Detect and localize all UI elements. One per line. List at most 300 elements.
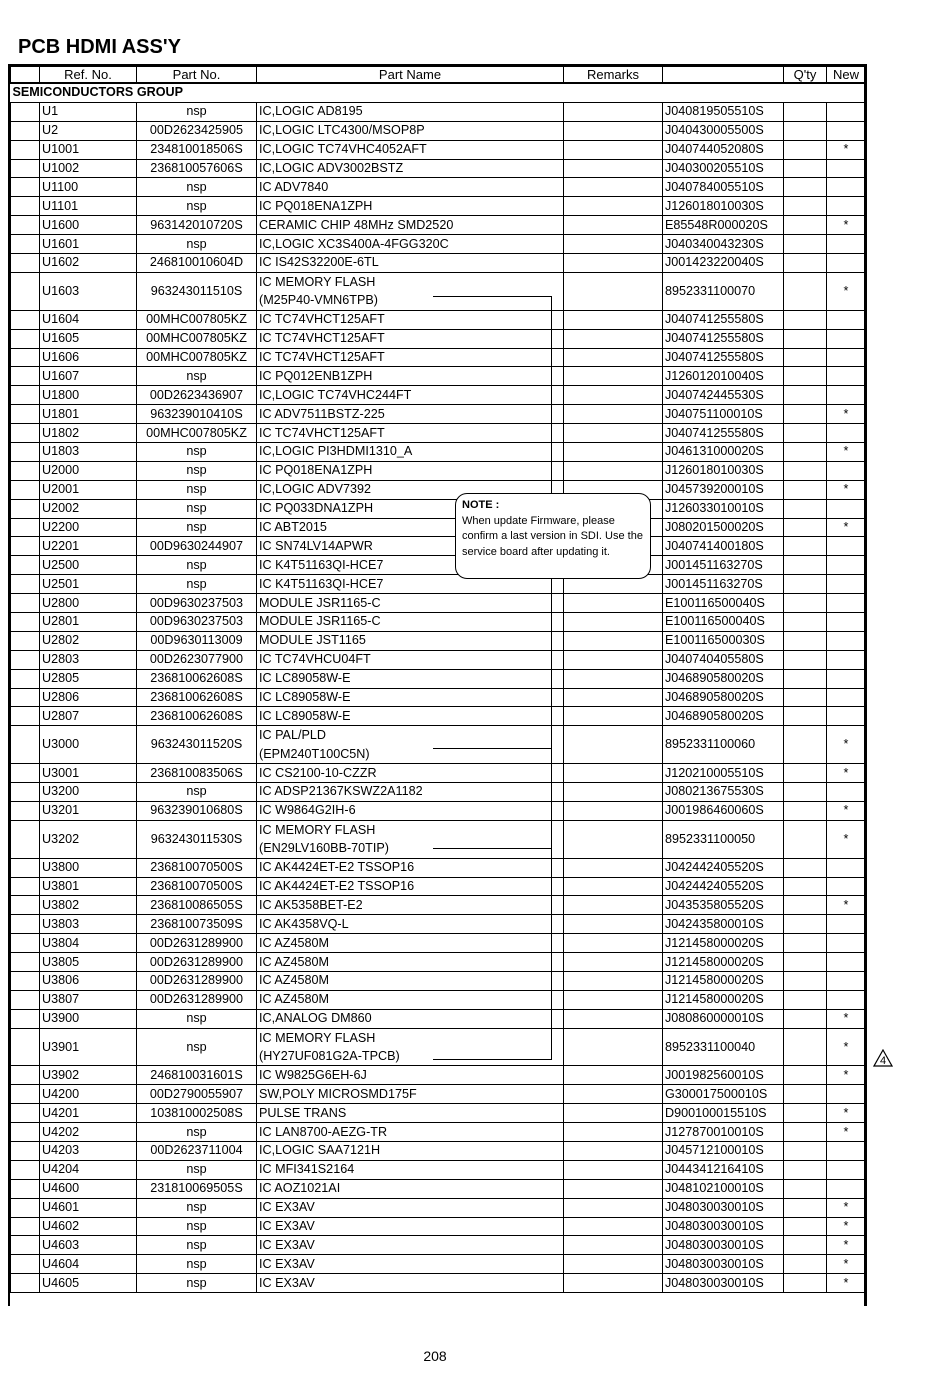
part-code: J126018010030S — [663, 461, 784, 480]
table-row — [11, 1104, 866, 1123]
remarks — [564, 820, 663, 858]
table-row — [11, 801, 866, 820]
new-mark: * — [827, 764, 866, 783]
part-no: 236810073509S — [137, 915, 257, 934]
ref-no: U2500 — [40, 556, 137, 575]
part-name: IC ABT2015 — [257, 518, 564, 537]
qty — [784, 1160, 827, 1179]
part-code: J040430005500S — [663, 121, 784, 140]
part-no: 00D2790055907 — [137, 1085, 257, 1104]
indent-cell — [11, 594, 40, 613]
part-name: IC EX3AV — [257, 1198, 564, 1217]
ref-no: U1801 — [40, 405, 137, 424]
part-code: J040741400180S — [663, 537, 784, 556]
note-text: When update Firmware, please confirm a last version in SDI. Use the service board after updating it. — [462, 514, 643, 558]
part-name: IC LC89058W-E — [257, 707, 564, 726]
new-mark — [827, 990, 866, 1009]
new-mark — [827, 102, 866, 121]
ref-no: U3902 — [40, 1066, 137, 1085]
part-name: IC,LOGIC SAA7121H — [257, 1142, 564, 1161]
new-mark: * — [827, 896, 866, 915]
qty — [784, 386, 827, 405]
remarks — [564, 178, 663, 197]
ref-no: U3202 — [40, 820, 137, 858]
part-name: IC,LOGIC ADV3002BSTZ — [257, 159, 564, 178]
part-code: E85548R000020S — [663, 216, 784, 235]
table-row — [11, 896, 866, 915]
table-row — [11, 594, 866, 613]
col-qty: Q'ty — [784, 67, 827, 84]
part-name: IC,LOGIC TC74VHC244FT — [257, 386, 564, 405]
part-name: IC,ANALOG DM860 — [257, 1009, 564, 1028]
svg-text:4: 4 — [879, 1055, 887, 1067]
ref-no: U1601 — [40, 235, 137, 254]
table-row — [11, 953, 866, 972]
part-no: 00D2623425905 — [137, 121, 257, 140]
remarks — [564, 216, 663, 235]
table-row — [11, 556, 866, 575]
part-name: IC AK4424ET-E2 TSSOP16 — [257, 858, 564, 877]
indent-cell — [11, 1142, 40, 1161]
part-name: IC PQ018ENA1ZPH — [257, 197, 564, 216]
qty — [784, 1142, 827, 1161]
ref-no: U4604 — [40, 1255, 137, 1274]
part-no: nsp — [137, 1236, 257, 1255]
part-no: 00D9630113009 — [137, 631, 257, 650]
part-code: J040741255580S — [663, 348, 784, 367]
part-name: IC,LOGIC AD8195 — [257, 102, 564, 121]
qty — [784, 235, 827, 254]
part-name: IC EX3AV — [257, 1255, 564, 1274]
ref-no: U4203 — [40, 1142, 137, 1161]
qty — [784, 990, 827, 1009]
remarks — [564, 801, 663, 820]
qty — [784, 858, 827, 877]
part-name: IC SN74LV14APWR — [257, 537, 564, 556]
part-no: nsp — [137, 1028, 257, 1066]
part-name: IC W9864G2IH-6 — [257, 801, 564, 820]
part-no: 00MHC007805KZ — [137, 424, 257, 443]
remarks — [564, 594, 663, 613]
new-mark — [827, 348, 866, 367]
part-name: MODULE JST1165 — [257, 631, 564, 650]
table-row — [11, 424, 866, 443]
table-row — [11, 405, 866, 424]
ref-no: U1604 — [40, 310, 137, 329]
new-mark — [827, 971, 866, 990]
indent-cell — [11, 537, 40, 556]
part-name: IC AZ4580M — [257, 971, 564, 990]
table-row — [11, 1085, 866, 1104]
table-row — [11, 1028, 866, 1066]
new-mark — [827, 1179, 866, 1198]
table-row — [11, 537, 866, 556]
qty — [784, 329, 827, 348]
qty — [784, 1009, 827, 1028]
ref-no: U1002 — [40, 159, 137, 178]
ref-no: U2800 — [40, 594, 137, 613]
part-code: J001451163270S — [663, 556, 784, 575]
part-name — [257, 820, 564, 858]
table-row — [11, 461, 866, 480]
table-row — [11, 1217, 866, 1236]
table-body — [11, 83, 866, 1293]
indent-cell — [11, 254, 40, 273]
indent-cell — [11, 1217, 40, 1236]
qty — [784, 121, 827, 140]
leader-line — [433, 1059, 552, 1060]
part-code: J040819505510S — [663, 102, 784, 121]
remarks — [564, 688, 663, 707]
table-row — [11, 726, 866, 764]
indent-cell — [11, 348, 40, 367]
remarks — [564, 272, 663, 310]
indent-cell — [11, 178, 40, 197]
new-mark — [827, 310, 866, 329]
table-row — [11, 1198, 866, 1217]
new-mark — [827, 461, 866, 480]
indent-cell — [11, 442, 40, 461]
qty — [784, 1066, 827, 1085]
remarks — [564, 934, 663, 953]
remarks — [564, 121, 663, 140]
qty — [784, 1179, 827, 1198]
remarks — [564, 707, 663, 726]
remarks — [564, 1085, 663, 1104]
new-mark — [827, 707, 866, 726]
new-mark: * — [827, 1217, 866, 1236]
part-code: J042442405520S — [663, 877, 784, 896]
qty — [784, 140, 827, 159]
new-mark: * — [827, 726, 866, 764]
part-no: 246810031601S — [137, 1066, 257, 1085]
page-number: 208 — [423, 1348, 447, 1364]
table-row — [11, 102, 866, 121]
indent-cell — [11, 726, 40, 764]
indent-cell — [11, 102, 40, 121]
new-mark — [827, 575, 866, 594]
indent-cell — [11, 1104, 40, 1123]
part-no: nsp — [137, 235, 257, 254]
new-mark — [827, 612, 866, 631]
ref-no: U2501 — [40, 575, 137, 594]
part-no: 00D9630237503 — [137, 594, 257, 613]
qty — [784, 367, 827, 386]
qty — [784, 102, 827, 121]
indent-cell — [11, 1179, 40, 1198]
table-row — [11, 272, 866, 310]
part-name: IC K4T51163QI-HCE7 — [257, 556, 564, 575]
new-mark — [827, 159, 866, 178]
part-code: J040784005510S — [663, 178, 784, 197]
new-mark: * — [827, 1236, 866, 1255]
ref-no: U1606 — [40, 348, 137, 367]
part-no: nsp — [137, 556, 257, 575]
part-code: J048030030010S — [663, 1274, 784, 1293]
part-code: J001986460060S — [663, 801, 784, 820]
new-mark: * — [827, 801, 866, 820]
qty — [784, 178, 827, 197]
ref-no: U1800 — [40, 386, 137, 405]
ref-no: U3901 — [40, 1028, 137, 1066]
part-no: 00D9630237503 — [137, 612, 257, 631]
ref-no: U3001 — [40, 764, 137, 783]
ref-no: U3806 — [40, 971, 137, 990]
qty — [784, 801, 827, 820]
table-row — [11, 858, 866, 877]
qty — [784, 348, 827, 367]
part-name-line2: (EPM240T100C5N) — [259, 746, 370, 761]
part-code: 8952331100060 — [663, 726, 784, 764]
group-label: SEMICONDUCTORS GROUP — [11, 83, 866, 102]
indent-cell — [11, 386, 40, 405]
ref-no: U2002 — [40, 499, 137, 518]
indent-cell — [11, 971, 40, 990]
part-no: nsp — [137, 480, 257, 499]
ref-no: U1605 — [40, 329, 137, 348]
part-no: 236810070500S — [137, 858, 257, 877]
indent-cell — [11, 688, 40, 707]
new-mark: * — [827, 1066, 866, 1085]
part-code: J048030030010S — [663, 1217, 784, 1236]
indent-cell — [11, 801, 40, 820]
part-name: CERAMIC CHIP 48MHz SMD2520 — [257, 216, 564, 235]
indent-cell — [11, 480, 40, 499]
new-mark: * — [827, 1104, 866, 1123]
indent-cell — [11, 650, 40, 669]
qty — [784, 537, 827, 556]
indent-cell — [11, 820, 40, 858]
new-mark — [827, 915, 866, 934]
qty — [784, 594, 827, 613]
part-code: J080213675530S — [663, 783, 784, 802]
part-name: IC,LOGIC ADV7392 — [257, 480, 564, 499]
part-no: 00D2631289900 — [137, 990, 257, 1009]
remarks — [564, 877, 663, 896]
ref-no: U3800 — [40, 858, 137, 877]
table-row — [11, 971, 866, 990]
part-no: nsp — [137, 197, 257, 216]
part-name: IC AZ4580M — [257, 934, 564, 953]
part-code: J046890580020S — [663, 707, 784, 726]
indent-cell — [11, 272, 40, 310]
remarks — [564, 650, 663, 669]
remarks — [564, 329, 663, 348]
table-row — [11, 159, 866, 178]
remarks — [564, 971, 663, 990]
new-mark — [827, 121, 866, 140]
remarks — [564, 1255, 663, 1274]
new-mark — [827, 783, 866, 802]
indent-cell — [11, 197, 40, 216]
table-row — [11, 1009, 866, 1028]
part-no: 236810086505S — [137, 896, 257, 915]
new-mark — [827, 650, 866, 669]
part-name: IC AOZ1021AI — [257, 1179, 564, 1198]
part-name: IC IS42S32200E-6TL — [257, 254, 564, 273]
ref-no: U1 — [40, 102, 137, 121]
new-mark: * — [827, 1255, 866, 1274]
new-mark — [827, 254, 866, 273]
ref-no: U1100 — [40, 178, 137, 197]
part-name: IC ADV7511BSTZ-225 — [257, 405, 564, 424]
table-row — [11, 178, 866, 197]
part-code: J046890580020S — [663, 688, 784, 707]
part-no: 963243011520S — [137, 726, 257, 764]
table-row — [11, 254, 866, 273]
new-mark — [827, 197, 866, 216]
ref-no: U3201 — [40, 801, 137, 820]
indent-cell — [11, 424, 40, 443]
ref-no: U1803 — [40, 442, 137, 461]
table-row — [11, 1066, 866, 1085]
new-mark: * — [827, 820, 866, 858]
ref-no: U1101 — [40, 197, 137, 216]
part-name: IC,LOGIC TC74VHC4052AFT — [257, 140, 564, 159]
part-code: J042435800010S — [663, 915, 784, 934]
new-mark — [827, 953, 866, 972]
remarks — [564, 461, 663, 480]
qty — [784, 612, 827, 631]
remarks — [564, 442, 663, 461]
qty — [784, 159, 827, 178]
part-no: nsp — [137, 1198, 257, 1217]
part-no: nsp — [137, 1009, 257, 1028]
part-name: IC TC74VHCT125AFT — [257, 310, 564, 329]
ref-no: U3802 — [40, 896, 137, 915]
ref-no: U1602 — [40, 254, 137, 273]
qty — [784, 518, 827, 537]
ref-no: U3200 — [40, 783, 137, 802]
part-code: J120210005510S — [663, 764, 784, 783]
part-name: IC LAN8700-AEZG-TR — [257, 1123, 564, 1142]
indent-cell — [11, 783, 40, 802]
part-code: G300017500010S — [663, 1085, 784, 1104]
part-name: IC TC74VHCT125AFT — [257, 329, 564, 348]
remarks — [564, 631, 663, 650]
part-no: 234810018506S — [137, 140, 257, 159]
remarks — [564, 1066, 663, 1085]
part-name: IC CS2100-10-CZZR — [257, 764, 564, 783]
part-name: IC LC89058W-E — [257, 688, 564, 707]
leader-line — [433, 748, 552, 749]
part-code: 8952331100040 — [663, 1028, 784, 1066]
indent-cell — [11, 1160, 40, 1179]
qty — [784, 216, 827, 235]
qty — [784, 575, 827, 594]
indent-cell — [11, 934, 40, 953]
part-name: IC LC89058W-E — [257, 669, 564, 688]
part-name: IC EX3AV — [257, 1274, 564, 1293]
indent-cell — [11, 121, 40, 140]
part-name-line1: IC MEMORY FLASH — [259, 822, 376, 837]
col-code — [663, 67, 784, 84]
col-part-no: Part No. — [137, 67, 257, 84]
remarks — [564, 953, 663, 972]
ref-no: U1001 — [40, 140, 137, 159]
part-no: 00D2623711004 — [137, 1142, 257, 1161]
ref-no: U4600 — [40, 1179, 137, 1198]
table-row — [11, 442, 866, 461]
new-mark — [827, 631, 866, 650]
new-mark — [827, 1160, 866, 1179]
part-no: 236810070500S — [137, 877, 257, 896]
ref-no: U3804 — [40, 934, 137, 953]
remarks — [564, 1236, 663, 1255]
new-mark — [827, 1085, 866, 1104]
part-name: IC PQ033DNA1ZPH — [257, 499, 564, 518]
table-row — [11, 480, 866, 499]
qty — [784, 764, 827, 783]
leader-line — [551, 579, 552, 1059]
part-code: J044341216410S — [663, 1160, 784, 1179]
ref-no: U2807 — [40, 707, 137, 726]
table-row — [11, 518, 866, 537]
indent-cell — [11, 877, 40, 896]
part-name: MODULE JSR1165-C — [257, 594, 564, 613]
new-mark: * — [827, 1028, 866, 1066]
remarks — [564, 102, 663, 121]
table-row — [11, 499, 866, 518]
ref-no: U3900 — [40, 1009, 137, 1028]
part-no: 246810010604D — [137, 254, 257, 273]
indent-cell — [11, 235, 40, 254]
part-no: nsp — [137, 1274, 257, 1293]
indent-cell — [11, 896, 40, 915]
ref-no: U4201 — [40, 1104, 137, 1123]
qty — [784, 310, 827, 329]
part-name: IC TC74VHCT125AFT — [257, 348, 564, 367]
qty — [784, 1028, 827, 1066]
table-row — [11, 820, 866, 858]
ref-no: U2001 — [40, 480, 137, 499]
part-name: MODULE JSR1165-C — [257, 612, 564, 631]
part-name: IC TC74VHCT125AFT — [257, 424, 564, 443]
indent-cell — [11, 953, 40, 972]
new-mark — [827, 877, 866, 896]
remarks — [564, 1142, 663, 1161]
leader-line — [433, 848, 552, 849]
ref-no: U4602 — [40, 1217, 137, 1236]
part-no: 00MHC007805KZ — [137, 329, 257, 348]
part-name: IC ADSP21367KSWZ2A1182 — [257, 783, 564, 802]
table-row — [11, 1160, 866, 1179]
part-name-line2: (EN29LV160BB-70TIP) — [259, 841, 389, 856]
part-name: IC,LOGIC PI3HDMI1310_A — [257, 442, 564, 461]
part-name: IC ADV7840 — [257, 178, 564, 197]
revision-triangle-icon — [873, 1049, 893, 1072]
qty — [784, 669, 827, 688]
part-name: IC K4T51163QI-HCE7 — [257, 575, 564, 594]
part-no: 00D2631289900 — [137, 953, 257, 972]
part-code: J080201500020S — [663, 518, 784, 537]
qty — [784, 405, 827, 424]
remarks — [564, 1274, 663, 1293]
qty — [784, 726, 827, 764]
remarks — [564, 405, 663, 424]
indent-cell — [11, 990, 40, 1009]
ref-no: U3803 — [40, 915, 137, 934]
indent-cell — [11, 1085, 40, 1104]
qty — [784, 424, 827, 443]
table-row — [11, 688, 866, 707]
remarks — [564, 386, 663, 405]
part-code: J001423220040S — [663, 254, 784, 273]
part-code: J040751100010S — [663, 405, 784, 424]
remarks — [564, 1160, 663, 1179]
ref-no: U2201 — [40, 537, 137, 556]
remarks — [564, 159, 663, 178]
